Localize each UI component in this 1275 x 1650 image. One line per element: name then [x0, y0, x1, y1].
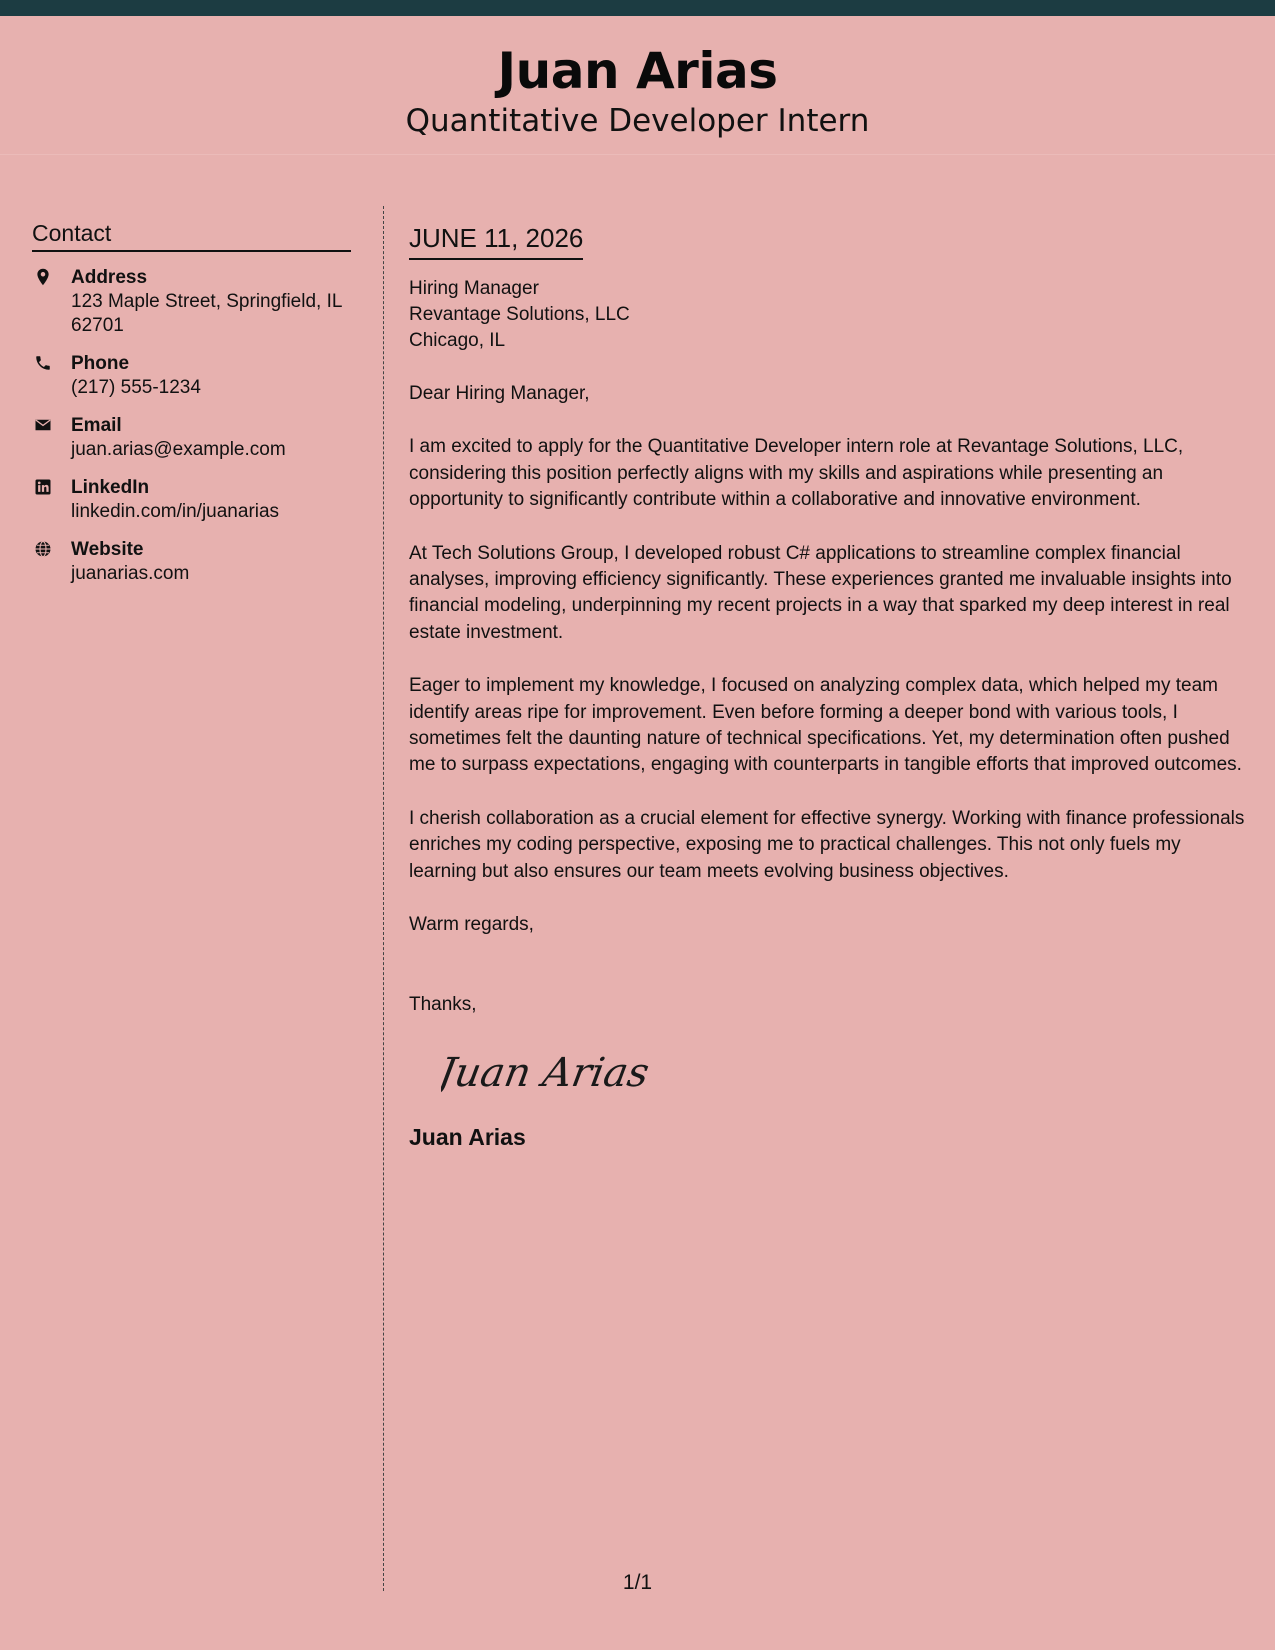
linkedin-value: linkedin.com/in/juanarias [71, 501, 280, 522]
address-value: 123 Maple Street, Springfield, IL 62701 [71, 291, 342, 336]
page-number: 1/1 [622, 1571, 653, 1594]
contact-linkedin [32, 475, 351, 524]
contact-label: Phone [71, 353, 130, 374]
job-title: Quantitative Developer Intern [405, 103, 870, 139]
recipient-company: Revantage Solutions, LLC [409, 304, 630, 325]
recipient-location: Chicago, IL [409, 330, 506, 351]
contact-label: Email [71, 415, 122, 436]
paragraph: I cherish collaboration as a crucial element for effective synergy. Working with finance professionals enriches my coding perspective, exposing me to practical challenges. This not only fuels my learning but also ensures our team meets evolving business objectives. [409, 807, 1245, 882]
recipient-title: Hiring Manager [409, 278, 539, 299]
contact-address [32, 265, 351, 338]
phone-icon [34, 354, 52, 372]
contact-website [32, 537, 351, 586]
website-value: juanarias.com [71, 563, 190, 584]
letter-body [409, 222, 1249, 1152]
column-divider [383, 206, 384, 1591]
envelope-icon [34, 416, 52, 434]
contact-label: Website [71, 539, 144, 560]
applicant-name: Juan Arias [497, 42, 778, 100]
paragraph: Eager to implement my knowledge, I focused on analyzing complex data, which helped my team identify areas ripe for improvement. Even before forming a deeper bond with various tools, I sometimes felt the daunting nature of technical specifications. Yet, my determination often pushed me to surpass expectations, engaging with counterparts in tangible efforts that improved outcomes. [409, 675, 1242, 776]
contact-label: LinkedIn [71, 477, 150, 498]
closing: Warm regards, [409, 914, 534, 936]
letter-date: JUNE 11, 2026 [409, 222, 583, 260]
recipient-block [409, 276, 1249, 354]
salutation: Dear Hiring Manager, [409, 383, 590, 404]
location-pin-icon [34, 268, 52, 286]
contact-phone [32, 351, 351, 400]
linkedin-icon [34, 478, 52, 496]
signature-image [441, 1040, 671, 1100]
contact-email [32, 413, 351, 462]
globe-icon [34, 540, 52, 558]
svg-text:Juan Arias: Juan Arias [441, 1049, 653, 1096]
paragraph: I am excited to apply for the Quantitative Developer intern role at Revantage Solutions, LLC, considering this position perfectly aligns with my skills and aspirations while presenting an opportunity to significantly contribute within a collaborative and innovative environment. [409, 436, 1184, 511]
paragraph: At Tech Solutions Group, I developed robust C# applications to streamline complex financial analyses, improving efficiency significantly. These experiences granted me invaluable insights into financial modeling, underpinning my recent projects in a way that sparked my deep interest in real estate investment. [409, 542, 1232, 643]
signed-name: Juan Arias [409, 1124, 526, 1151]
page-header [0, 16, 1275, 155]
contact-heading: Contact [32, 218, 351, 252]
email-value: juan.arias@example.com [71, 439, 286, 460]
contact-label: Address [71, 267, 148, 288]
phone-value: (217) 555-1234 [71, 377, 201, 398]
thanks-line: Thanks, [409, 993, 477, 1015]
contact-sidebar [32, 218, 351, 599]
top-accent-bar [0, 0, 1275, 16]
